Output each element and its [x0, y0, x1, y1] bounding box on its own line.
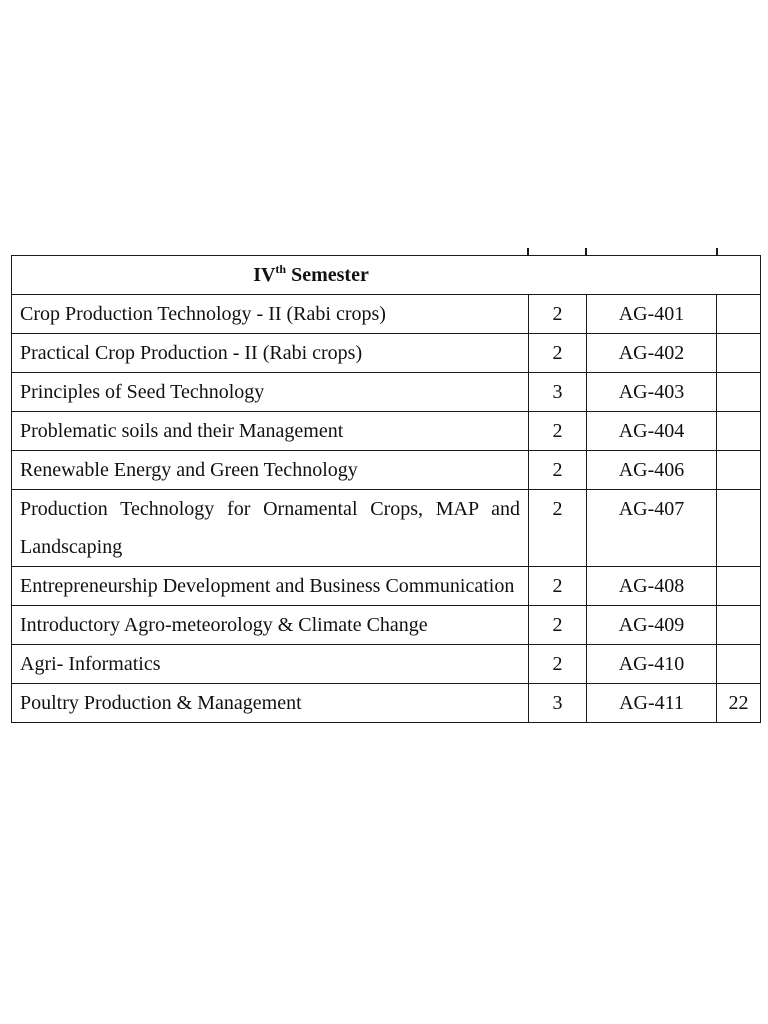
semester-total — [717, 490, 761, 567]
table-row — [12, 567, 761, 606]
table-row — [12, 295, 761, 334]
semester-total — [717, 451, 761, 490]
course-title: Problematic soils and their Management — [12, 412, 529, 451]
table-row — [12, 684, 761, 723]
semester-total — [717, 373, 761, 412]
course-credit: 2 — [529, 295, 587, 334]
course-code: AG-411 — [587, 684, 717, 723]
table-row — [12, 451, 761, 490]
semester-ordinal-suffix: th — [275, 262, 287, 276]
semester-total — [717, 295, 761, 334]
semester-total — [717, 606, 761, 645]
semester-course-table — [11, 255, 761, 723]
course-title: Practical Crop Production - II (Rabi crops) — [12, 334, 529, 373]
course-credit: 2 — [529, 645, 587, 684]
table-row — [12, 373, 761, 412]
table-row — [12, 606, 761, 645]
course-code: AG-408 — [587, 567, 717, 606]
course-credit: 2 — [529, 567, 587, 606]
course-title: Agri- Informatics — [12, 645, 529, 684]
course-credit: 2 — [529, 606, 587, 645]
course-title: Introductory Agro-meteorology & Climate Change — [12, 606, 529, 645]
semester-heading — [12, 256, 761, 295]
table-row — [12, 490, 761, 567]
semester-total — [717, 334, 761, 373]
semester-total: 22 — [717, 684, 761, 723]
course-credit: 2 — [529, 412, 587, 451]
semester-total — [717, 412, 761, 451]
course-code: AG-407 — [587, 490, 717, 567]
course-title: Principles of Seed Technology — [12, 373, 529, 412]
table-row — [12, 412, 761, 451]
course-code: AG-402 — [587, 334, 717, 373]
course-code: AG-404 — [587, 412, 717, 451]
course-code: AG-409 — [587, 606, 717, 645]
course-code: AG-410 — [587, 645, 717, 684]
course-code: AG-403 — [587, 373, 717, 412]
semester-total — [717, 645, 761, 684]
course-code: AG-401 — [587, 295, 717, 334]
course-title: Poultry Production & Management — [12, 684, 529, 723]
semester-roman: IV — [253, 264, 276, 286]
course-credit: 2 — [529, 490, 587, 567]
semester-total — [717, 567, 761, 606]
course-credit: 3 — [529, 684, 587, 723]
course-title: Production Technology for Ornamental Crops, MAP and Landscaping — [12, 490, 529, 567]
course-credit: 2 — [529, 451, 587, 490]
semester-heading-row — [12, 256, 761, 295]
table-row — [12, 334, 761, 373]
course-title: Entrepreneurship Development and Business Communication — [12, 567, 529, 606]
course-title: Renewable Energy and Green Technology — [12, 451, 529, 490]
course-title: Crop Production Technology - II (Rabi crops) — [12, 295, 529, 334]
semester-word: Semester — [291, 264, 369, 286]
table-row — [12, 645, 761, 684]
course-credit: 3 — [529, 373, 587, 412]
course-code: AG-406 — [587, 451, 717, 490]
course-credit: 2 — [529, 334, 587, 373]
